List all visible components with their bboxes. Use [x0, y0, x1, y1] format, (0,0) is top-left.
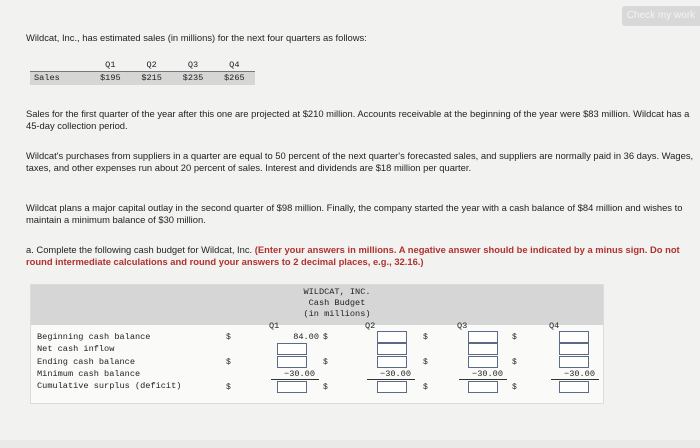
currency-sign: $ [323, 358, 328, 367]
currency-sign: $ [423, 383, 428, 392]
currency-sign: $ [323, 383, 328, 392]
sales-value-q3: $235 [172, 71, 213, 85]
total-underline [271, 379, 319, 380]
q1-ending-input[interactable] [277, 356, 307, 368]
q2-net-inflow-input[interactable] [377, 343, 407, 355]
q1-minimum-value: −30.00 [284, 369, 315, 379]
total-underline [551, 379, 599, 380]
currency-sign: $ [226, 383, 231, 392]
budget-company: WILDCAT, INC. [303, 287, 371, 297]
footer-strip [0, 440, 700, 448]
paragraph-capital: Wildcat plans a major capital outlay in the second quarter of $98 million. Finally, the company started the year with a cash balance of $84 million and wishes to maintain a minimum balance of $30 million. [26, 202, 683, 225]
row-label-minimum: Minimum cash balance [37, 369, 141, 379]
sales-row-label: Sales [30, 71, 90, 85]
q2-ending-input[interactable] [377, 356, 407, 368]
sales-header-q4: Q4 [214, 60, 255, 71]
instructions-bold: (Enter your answers in millions. A negative answer should be indicated by a minus sign. Do not round intermediate calculations and round your answers to 2 decimal places, e.g., 32.16.) [26, 244, 680, 267]
currency-sign: $ [226, 333, 231, 342]
sales-value-q2: $215 [131, 71, 172, 85]
q1-net-inflow-input[interactable] [277, 343, 307, 355]
sales-header-q2: Q2 [131, 60, 172, 71]
sales-table [30, 60, 255, 85]
q1-beginning-value: 84.00 [293, 332, 319, 342]
q2-beginning-input[interactable] [377, 331, 407, 343]
q4-ending-input[interactable] [559, 356, 589, 368]
budget-title: Cash Budget [308, 298, 366, 308]
quarter-header-q4: Q4 [549, 321, 560, 331]
q2-cumulative-input[interactable] [377, 381, 407, 393]
q2-minimum-value: −30.00 [380, 369, 411, 379]
currency-sign: $ [512, 358, 517, 367]
q3-ending-input[interactable] [468, 356, 498, 368]
currency-sign: $ [323, 333, 328, 342]
instructions [26, 244, 698, 268]
row-label-net-inflow: Net cash inflow [37, 344, 115, 354]
currency-sign: $ [423, 358, 428, 367]
cash-budget-table [30, 284, 604, 404]
q3-beginning-input[interactable] [468, 331, 498, 343]
paragraph-purchases: Wildcat's purchases from suppliers in a quarter are equal to 50 percent of the next quarter's forecasted sales, and suppliers are normally paid in 36 days. Wages, taxes, and other expenses run about 20 percent of sales. Interest and dividends are $18 million per quarter. [26, 150, 694, 173]
quarter-header-q2: Q2 [365, 321, 376, 331]
q3-minimum-value: −30.00 [472, 369, 503, 379]
currency-sign: $ [512, 383, 517, 392]
instructions-plain: a. Complete the following cash budget for Wildcat, Inc. [26, 244, 255, 255]
quarter-header-q1: Q1 [269, 321, 280, 331]
sales-value-q4: $265 [214, 71, 255, 85]
q4-net-inflow-input[interactable] [559, 343, 589, 355]
q4-cumulative-input[interactable] [559, 381, 589, 393]
intro-text: Wildcat, Inc., has estimated sales (in millions) for the next four quarters as follows: [26, 32, 367, 43]
currency-sign: $ [226, 358, 231, 367]
q3-cumulative-input[interactable] [468, 381, 498, 393]
row-label-beginning: Beginning cash balance [37, 332, 151, 342]
q1-cumulative-input[interactable] [277, 381, 307, 393]
sales-header-q3: Q3 [172, 60, 213, 71]
total-underline [459, 379, 507, 380]
check-my-work-button[interactable]: Check my work [622, 6, 700, 26]
sales-header-q1: Q1 [90, 60, 131, 71]
q3-net-inflow-input[interactable] [468, 343, 498, 355]
row-label-cumulative: Cumulative surplus (deficit) [37, 381, 182, 391]
row-label-ending: Ending cash balance [37, 357, 135, 367]
currency-sign: $ [423, 333, 428, 342]
total-underline [367, 379, 415, 380]
q4-beginning-input[interactable] [559, 331, 589, 343]
q4-minimum-value: −30.00 [564, 369, 595, 379]
sales-value-q1: $195 [90, 71, 131, 85]
budget-units: (in millions) [303, 309, 371, 319]
currency-sign: $ [512, 333, 517, 342]
paragraph-sales: Sales for the first quarter of the year after this one are projected at $210 million. Accounts receivable at the beginning of the year were $83 million. Wildcat has a 45-day collection period. [26, 108, 690, 131]
quarter-header-q3: Q3 [457, 321, 468, 331]
